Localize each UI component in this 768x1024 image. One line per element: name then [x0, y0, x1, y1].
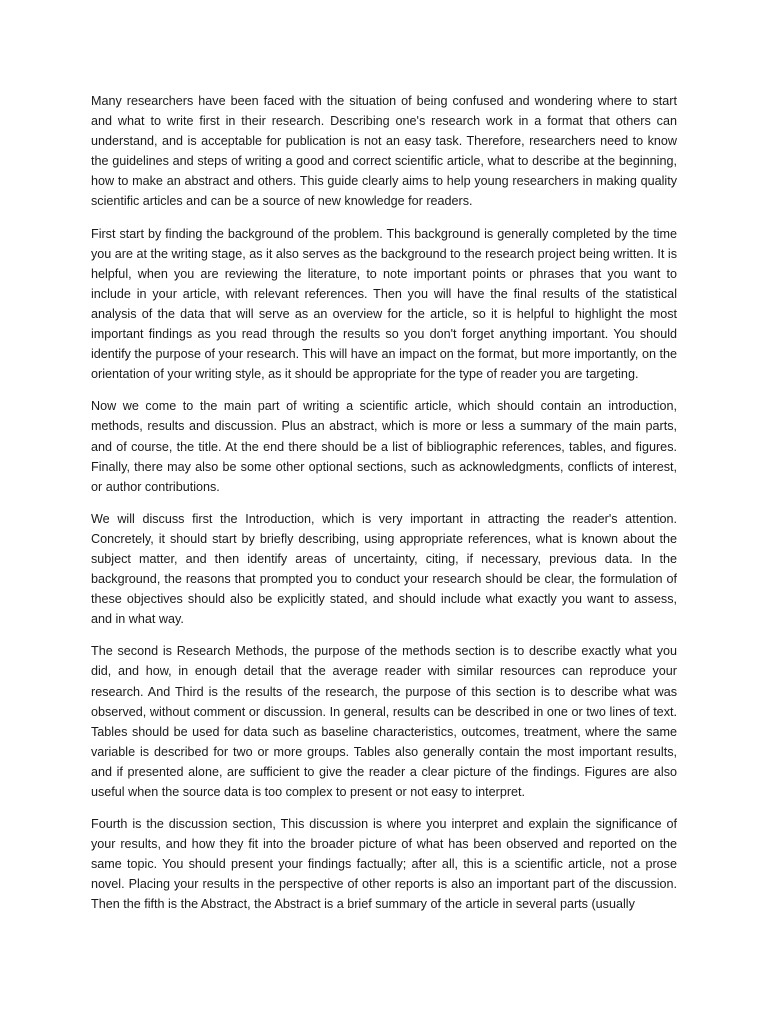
paragraph-background: First start by finding the background of the problem. This background is generally completed by the time you are at the writing stage, as it also serves as the background to the research project being written. It is helpful, when you are reviewing the literature, to note important points or phrases that you want to include in your article, with relevant references. Then you will have the final results of the statistical analysis of the data that will serve as an overview for the article, so it is helpful to highlight the most important findings as you read through the results so you don't forget anything important. You should identify the purpose of your research. This will have an impact on the format, but more importantly, on the orientation of your writing style, as it should be appropriate for the type of reader you are targeting. — [91, 226, 677, 382]
paragraph-intro: Many researchers have been faced with the situation of being confused and wondering where to start and what to write first in their research. Describing one's research work in a format that others can understand, and is acceptable for publication is not an easy task. Therefore, researchers need to know the guidelines and steps of writing a good and correct scientific article, what to describe at the beginning, how to make an abstract and others. This guide clearly aims to help young researchers in making quality scientific articles and can be a source of new knowledge for readers. — [91, 94, 677, 209]
paragraph-introduction: We will discuss first the Introduction, which is very important in attracting the reader's attention. Concretely, it should start by briefly describing, using appropriate references, what is known about the subject matter, and then identify areas of uncertainty, citing, if necessary, previous data. In the background, the reasons that prompted you to conduct your research should be clear, the formulation of these objectives should also be explicitly stated, and should include what exactly you want to assess, and in what way. — [91, 511, 677, 627]
paragraph-discussion: Fourth is the discussion section, This discussion is where you interpret and explain the significance of your results, and how they fit into the broader picture of what has been observed and reported on the same topic. You should present your findings factually; after all, this is a scientific article, not a prose novel. Placing your results in the perspective of other reports is also an important part of the discussion. Then the fifth is the Abstract, the Abstract is a brief summary of the article in several parts (usually — [91, 817, 677, 912]
paragraph-methods-results: The second is Research Methods, the purpose of the methods section is to describe exactly what you did, and how, in enough detail that the average reader with similar resources can reproduce your research. And Third is the results of the research, the purpose of this section is to describe what was observed, without comment or discussion. In general, results can be described in one or two lines of text. Tables should be used for data such as baseline characteristics, outcomes, treatment, where the same variable is described for two or more groups. Tables also generally contain the most important results, and if presented alone, are sufficient to give the reader a clear picture of the findings. Figures are also useful when the source data is too complex to present or not easy to interpret. — [91, 644, 677, 799]
paragraph-main-parts: Now we come to the main part of writing a scientific article, which should contain an introduction, methods, results and discussion. Plus an abstract, which is more or less a summary of the main parts, and of course, the title. At the end there should be a list of bibliographic references, tables, and figures. Finally, there may also be some other optional sections, such as acknowledgments, conflicts of interest, or author contributions. — [91, 399, 677, 494]
document-body — [91, 91, 677, 927]
